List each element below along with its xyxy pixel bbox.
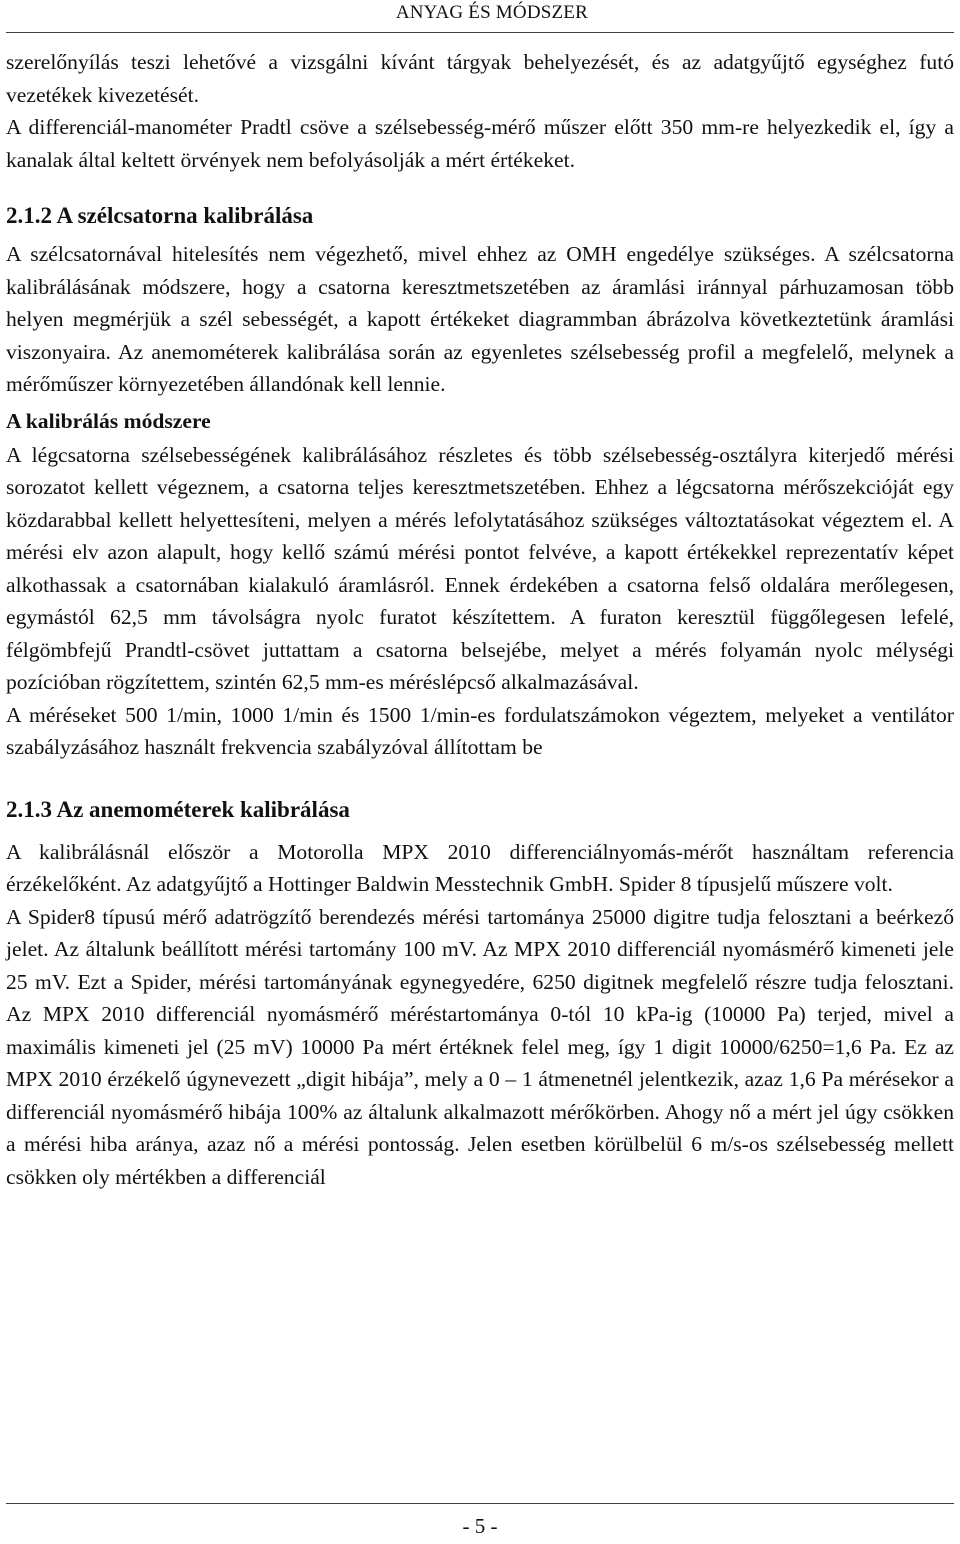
footer-divider (6, 1503, 954, 1504)
section-heading-2-1-3: 2.1.3 Az anemométerek kalibrálása (6, 796, 350, 822)
paragraph-spider8-resolution: A Spider8 típusú mérő adatrögzítő berendezés mérési tartománya 25000 digitre tudja felosztani a beérkező jelet. Az általunk beállított mérési tartomány 100 mV. Az MPX 2010 differenciál nyomásmérő kimeneti jele 25 mV. Ezt a Spider, mérési tartományának egynegyedére, 6250 digitnek megfelelő részre tudja felosztani. Az MPX 2010 differenciál nyomásmérő méréstartománya 0-tól 10 kPa-ig (10000 Pa) terjed, mivel a maximális kimeneti jel (25 mV) 10000 Pa mért értéknek felel meg, így 1 digit 10000/6250=1,6 Pa. Ez az MPX 2010 érzékelő úgynevezett „digit hibája”, mely a 0 – 1 átmenetnél jelentkezik, azaz 1,6 Pa mérésekor a differenciál nyomásmérő hibája 100% az általunk alkalmazott mérőkörben. Ahogy nő a mért jel úgy csökken a mérési hiba aránya, azaz nő a mérési pontosság. Jelen esetben körülbelül 6 m/s-os szélsebesség mellett csökken oly mértékben a differenciál (6, 904, 954, 1189)
paragraph-rpm-settings: A méréseket 500 1/min, 1000 1/min és 1500 1/min-es fordulatszámokon végeztem, melyeket a ventilátor szabályzásához használt frekvencia szabályzóval állítottam be (6, 702, 954, 759)
page-body (6, 46, 954, 1193)
paragraph-calibration-method: A légcsatorna szélsebességének kalibrálásához részletes és több szélsebesség-osztályra kiterjedő mérési sorozatot kellett végeznem, a csatorna teljes keresztmetszetében. Ehhez a légcsatorna mérőszekcióját egy közdarabbal kellett helyettesíteni, melyen a mérés lefolytatásához szükséges változtatásokat végeztem el. A mérési elv azon alapult, hogy kellő számú mérési pontot felvéve, a kapott értékekkel reprezentatív képet alkothassak a csatornában kialakuló áramlásról. Ennek érdekében a csatorna felső oldalára merőlegesen, egymástól 62,5 mm távolságra nyolc furatot készítettem. A furaton keresztül függőlegesen lefelé, félgömbfejű Prandtl-csövet juttattam a csatorna belsejébe, melyet a mérés folyamán nyolc mélységi pozícióban rögzítettem, szintén 62,5 mm-es méréslépcső alkalmazásával. (6, 442, 954, 694)
paragraph-manometer: A differenciál-manométer Pradtl csöve a szélsebesség-mérő műszer előtt 350 mm-re helyezkedik el, így a kanalak által keltett örvények nem befolyásolják a mért értékeket. (6, 115, 954, 172)
running-header-title: ANYAG ÉS MÓDSZER (395, 2, 588, 23)
paragraph-reference-sensor: A kalibrálásnál először a Motorolla MPX 2010 differenciálnyomás-mérőt használtam referencia érzékelőként. Az adatgyűjtő a Hottinger Baldwin Messtechnik GmbH. Spider 8 típusjelű műszere volt. (6, 839, 954, 896)
paragraph-intro-continuation: szerelőnyílás teszi lehetővé a vizsgálni kívánt tárgyak behelyezését, és az adatgyűjtő egységhez futó vezetékek kivezetését. (6, 50, 954, 107)
section-heading-2-1-2: 2.1.2 A szélcsatorna kalibrálása (6, 203, 314, 228)
page-number: - 5 - (462, 1514, 498, 1538)
header-divider (6, 32, 954, 33)
subheading-calibration-method: A kalibrálás módszere (6, 408, 211, 433)
paragraph-calibration-intro: A szélcsatornával hitelesítés nem végezhető, mivel ehhez az OMH engedélye szükséges. A szélcsatorna kalibrálásának módszere, hogy a csatorna keresztmetszetében az áramlási iránnyal párhuzamosan több helyen megmérjük a szél sebességét, a kapott értékeket diagrammban ábrázolva következtetünk áramlási viszonyaira. Az anemométerek kalibrálása során az egyenletes szélsebesség profil a megfelelő, melynek a mérőműszer környezetében állandónak kell lennie. (6, 242, 954, 396)
